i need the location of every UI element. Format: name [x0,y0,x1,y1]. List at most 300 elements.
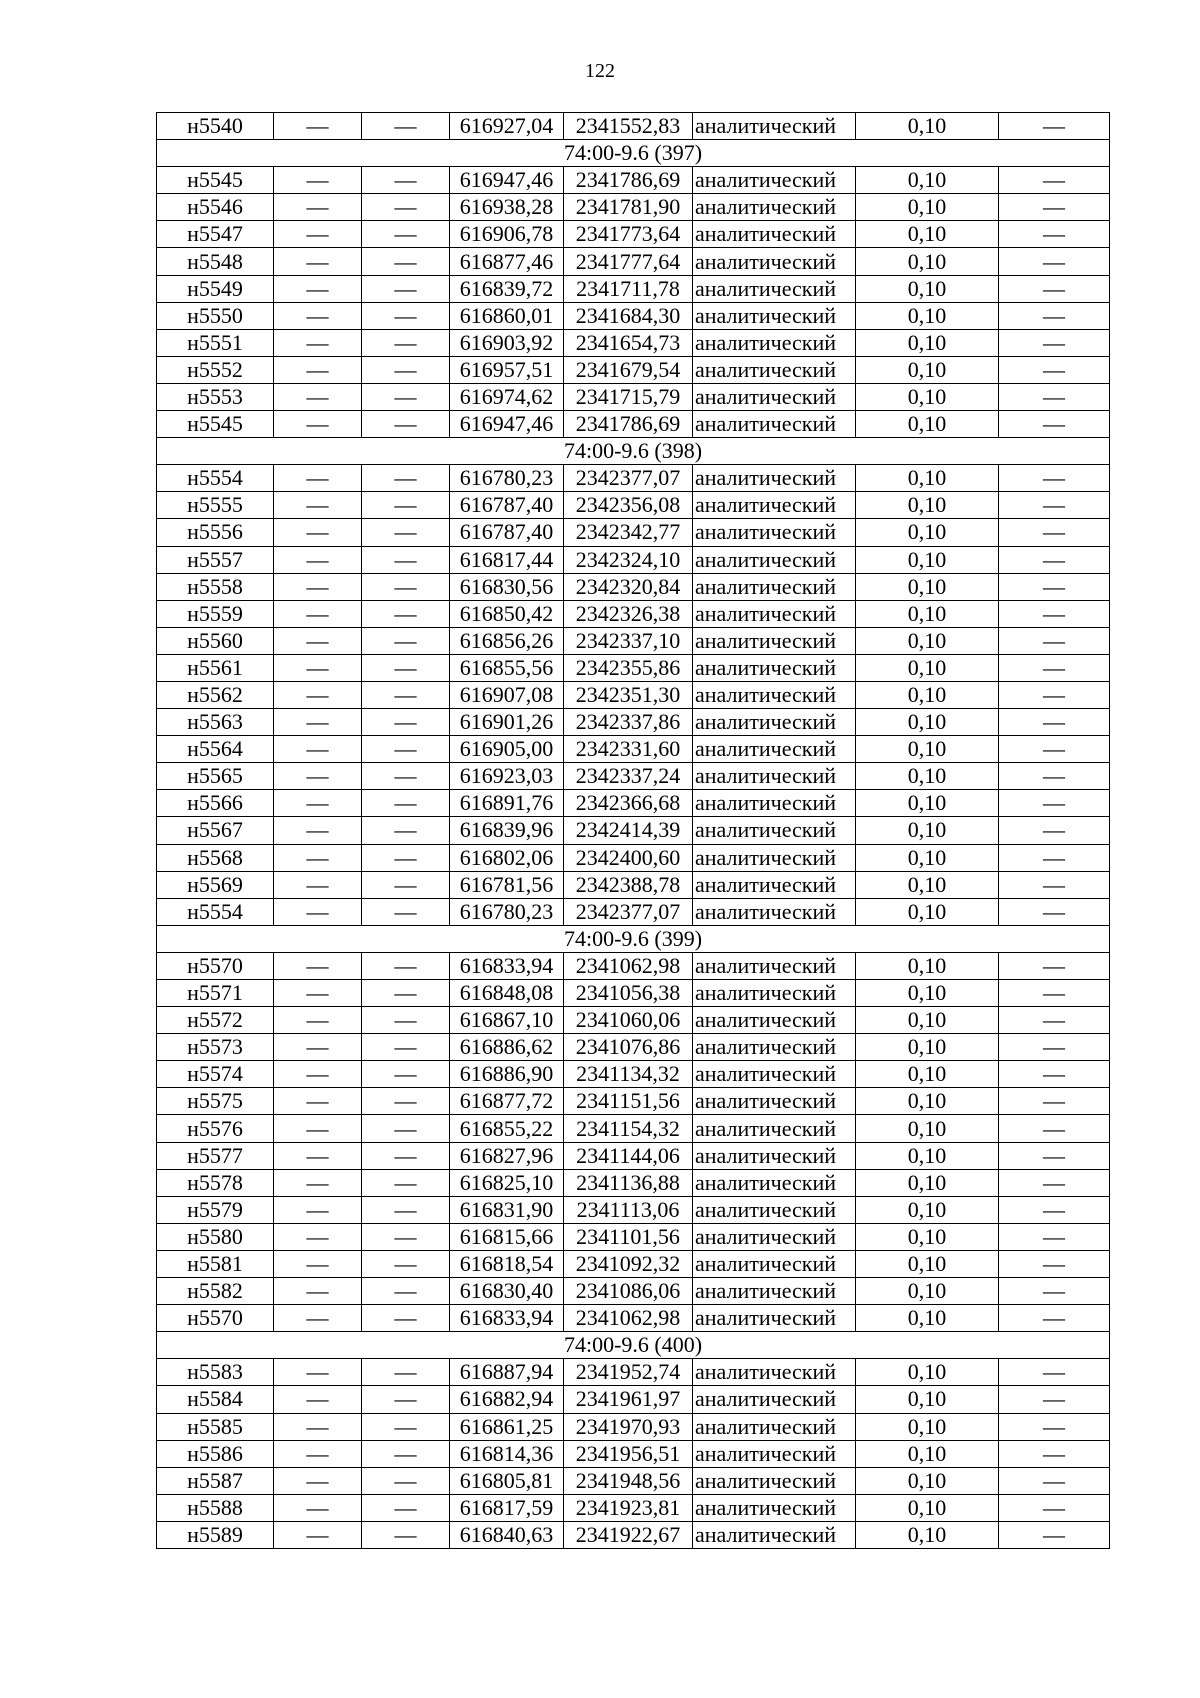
y-coordinate-cell: 2341552,83 [564,113,693,140]
method-cell: аналитический [693,736,856,763]
section-header: 74:00-9.6 (400) [157,1332,1110,1359]
dash-cell: — [362,654,450,681]
table-row [157,1494,1110,1521]
precision-cell: 0,10 [856,871,999,898]
precision-cell: 0,10 [856,1305,999,1332]
dash-cell: — [362,1088,450,1115]
method-cell: аналитический [693,573,856,600]
dash-cell: — [274,1494,362,1521]
method-cell: аналитический [693,492,856,519]
dash-cell: — [362,763,450,790]
y-coordinate-cell: 2341060,06 [564,1007,693,1034]
table-row [157,600,1110,627]
dash-cell: — [274,736,362,763]
method-cell: аналитический [693,411,856,438]
x-coordinate-cell: 616877,72 [450,1088,564,1115]
dash-cell: — [274,654,362,681]
y-coordinate-cell: 2341154,32 [564,1115,693,1142]
method-cell: аналитический [693,790,856,817]
dash-cell: — [999,1278,1110,1305]
table-row [157,411,1110,438]
dash-cell: — [274,1413,362,1440]
y-coordinate-cell: 2341151,56 [564,1088,693,1115]
x-coordinate-cell: 616861,25 [450,1413,564,1440]
dash-cell: — [999,411,1110,438]
method-cell: аналитический [693,275,856,302]
dash-cell: — [274,980,362,1007]
y-coordinate-cell: 2342337,10 [564,627,693,654]
dash-cell: — [999,221,1110,248]
precision-cell: 0,10 [856,329,999,356]
point-cell: н5540 [157,113,274,140]
table-row [157,1142,1110,1169]
x-coordinate-cell: 616907,08 [450,681,564,708]
dash-cell: — [362,871,450,898]
point-cell: н5563 [157,709,274,736]
table-row [157,302,1110,329]
method-cell: аналитический [693,248,856,275]
table-row [157,980,1110,1007]
precision-cell: 0,10 [856,1278,999,1305]
dash-cell: — [999,1223,1110,1250]
x-coordinate-cell: 616780,23 [450,465,564,492]
point-cell: н5575 [157,1088,274,1115]
dash-cell: — [999,465,1110,492]
dash-cell: — [362,1278,450,1305]
point-cell: н5567 [157,817,274,844]
dash-cell: — [999,709,1110,736]
dash-cell: — [999,275,1110,302]
dash-cell: — [999,1115,1110,1142]
precision-cell: 0,10 [856,302,999,329]
x-coordinate-cell: 616856,26 [450,627,564,654]
dash-cell: — [999,1007,1110,1034]
precision-cell: 0,10 [856,1223,999,1250]
table-row [157,546,1110,573]
dash-cell: — [999,871,1110,898]
method-cell: аналитический [693,600,856,627]
dash-cell: — [999,1196,1110,1223]
precision-cell: 0,10 [856,1088,999,1115]
dash-cell: — [274,1061,362,1088]
x-coordinate-cell: 616891,76 [450,790,564,817]
table-row [157,221,1110,248]
x-coordinate-cell: 616827,96 [450,1142,564,1169]
dash-cell: — [274,871,362,898]
dash-cell: — [999,790,1110,817]
precision-cell: 0,10 [856,411,999,438]
dash-cell: — [999,113,1110,140]
point-cell: н5545 [157,411,274,438]
dash-cell: — [274,465,362,492]
point-cell: н5546 [157,194,274,221]
table-row [157,1088,1110,1115]
dash-cell: — [999,1359,1110,1386]
y-coordinate-cell: 2342414,39 [564,817,693,844]
point-cell: н5572 [157,1007,274,1034]
x-coordinate-cell: 616830,40 [450,1278,564,1305]
table-body [157,113,1110,1549]
dash-cell: — [999,546,1110,573]
point-cell: н5589 [157,1521,274,1548]
y-coordinate-cell: 2341961,97 [564,1386,693,1413]
table-row [157,1196,1110,1223]
precision-cell: 0,10 [856,194,999,221]
dash-cell: — [274,1142,362,1169]
method-cell: аналитический [693,302,856,329]
dash-cell: — [362,1223,450,1250]
dash-cell: — [274,1250,362,1277]
precision-cell: 0,10 [856,1061,999,1088]
x-coordinate-cell: 616903,92 [450,329,564,356]
y-coordinate-cell: 2341786,69 [564,411,693,438]
dash-cell: — [274,1169,362,1196]
precision-cell: 0,10 [856,546,999,573]
dash-cell: — [362,1521,450,1548]
precision-cell: 0,10 [856,573,999,600]
precision-cell: 0,10 [856,1521,999,1548]
method-cell: аналитический [693,356,856,383]
dash-cell: — [362,275,450,302]
method-cell: аналитический [693,1278,856,1305]
y-coordinate-cell: 2342355,86 [564,654,693,681]
dash-cell: — [999,736,1110,763]
y-coordinate-cell: 2342324,10 [564,546,693,573]
dash-cell: — [999,1413,1110,1440]
dash-cell: — [362,1142,450,1169]
method-cell: аналитический [693,844,856,871]
dash-cell: — [274,1115,362,1142]
point-cell: н5562 [157,681,274,708]
dash-cell: — [274,546,362,573]
point-cell: н5573 [157,1034,274,1061]
table-row [157,654,1110,681]
dash-cell: — [999,573,1110,600]
precision-cell: 0,10 [856,980,999,1007]
dash-cell: — [362,194,450,221]
method-cell: аналитический [693,194,856,221]
point-cell: н5565 [157,763,274,790]
method-cell: аналитический [693,1169,856,1196]
dash-cell: — [999,248,1110,275]
dash-cell: — [274,817,362,844]
dash-cell: — [362,1467,450,1494]
table-row [157,356,1110,383]
y-coordinate-cell: 2341922,67 [564,1521,693,1548]
x-coordinate-cell: 616805,81 [450,1467,564,1494]
y-coordinate-cell: 2342342,77 [564,519,693,546]
point-cell: н5587 [157,1467,274,1494]
dash-cell: — [362,573,450,600]
dash-cell: — [274,492,362,519]
method-cell: аналитический [693,681,856,708]
method-cell: аналитический [693,1196,856,1223]
y-coordinate-cell: 2341654,73 [564,329,693,356]
table-row [157,1278,1110,1305]
dash-cell: — [999,1169,1110,1196]
point-cell: н5553 [157,383,274,410]
point-cell: н5571 [157,980,274,1007]
x-coordinate-cell: 616855,22 [450,1115,564,1142]
table-row [157,790,1110,817]
dash-cell: — [999,654,1110,681]
dash-cell: — [274,1521,362,1548]
point-cell: н5570 [157,952,274,979]
method-cell: аналитический [693,871,856,898]
table-row [157,1467,1110,1494]
x-coordinate-cell: 616818,54 [450,1250,564,1277]
dash-cell: — [362,113,450,140]
point-cell: н5557 [157,546,274,573]
dash-cell: — [274,1088,362,1115]
table-row [157,1115,1110,1142]
y-coordinate-cell: 2341056,38 [564,980,693,1007]
dash-cell: — [999,1061,1110,1088]
dash-cell: — [362,302,450,329]
method-cell: аналитический [693,1142,856,1169]
dash-cell: — [274,600,362,627]
x-coordinate-cell: 616905,00 [450,736,564,763]
precision-cell: 0,10 [856,1359,999,1386]
dash-cell: — [274,952,362,979]
y-coordinate-cell: 2341956,51 [564,1440,693,1467]
precision-cell: 0,10 [856,790,999,817]
point-cell: н5561 [157,654,274,681]
precision-cell: 0,10 [856,113,999,140]
precision-cell: 0,10 [856,1467,999,1494]
x-coordinate-cell: 616787,40 [450,519,564,546]
precision-cell: 0,10 [856,600,999,627]
precision-cell: 0,10 [856,1034,999,1061]
dash-cell: — [274,1278,362,1305]
precision-cell: 0,10 [856,167,999,194]
method-cell: аналитический [693,980,856,1007]
precision-cell: 0,10 [856,1115,999,1142]
section-header-row [157,438,1110,465]
table-row [157,817,1110,844]
point-cell: н5574 [157,1061,274,1088]
method-cell: аналитический [693,519,856,546]
point-cell: н5548 [157,248,274,275]
y-coordinate-cell: 2342320,84 [564,573,693,600]
precision-cell: 0,10 [856,1142,999,1169]
dash-cell: — [999,1088,1110,1115]
point-cell: н5586 [157,1440,274,1467]
point-cell: н5578 [157,1169,274,1196]
dash-cell: — [274,1440,362,1467]
method-cell: аналитический [693,113,856,140]
dash-cell: — [999,817,1110,844]
method-cell: аналитический [693,627,856,654]
table-row [157,383,1110,410]
point-cell: н5555 [157,492,274,519]
dash-cell: — [274,275,362,302]
dash-cell: — [999,898,1110,925]
method-cell: аналитический [693,1440,856,1467]
precision-cell: 0,10 [856,952,999,979]
point-cell: н5552 [157,356,274,383]
y-coordinate-cell: 2341092,32 [564,1250,693,1277]
x-coordinate-cell: 616833,94 [450,1305,564,1332]
x-coordinate-cell: 616833,94 [450,952,564,979]
precision-cell: 0,10 [856,844,999,871]
dash-cell: — [362,221,450,248]
x-coordinate-cell: 616831,90 [450,1196,564,1223]
table-row [157,709,1110,736]
dash-cell: — [274,221,362,248]
point-cell: н5558 [157,573,274,600]
point-cell: н5566 [157,790,274,817]
dash-cell: — [362,546,450,573]
precision-cell: 0,10 [856,1413,999,1440]
dash-cell: — [999,1142,1110,1169]
x-coordinate-cell: 616817,44 [450,546,564,573]
precision-cell: 0,10 [856,1169,999,1196]
table-row [157,1359,1110,1386]
y-coordinate-cell: 2341684,30 [564,302,693,329]
table-row [157,898,1110,925]
point-cell: н5556 [157,519,274,546]
dash-cell: — [274,573,362,600]
method-cell: аналитический [693,1250,856,1277]
dash-cell: — [362,1196,450,1223]
y-coordinate-cell: 2342331,60 [564,736,693,763]
method-cell: аналитический [693,1521,856,1548]
dash-cell: — [362,1007,450,1034]
y-coordinate-cell: 2341136,88 [564,1169,693,1196]
dash-cell: — [999,383,1110,410]
x-coordinate-cell: 616901,26 [450,709,564,736]
precision-cell: 0,10 [856,654,999,681]
dash-cell: — [274,302,362,329]
method-cell: аналитический [693,329,856,356]
x-coordinate-cell: 616817,59 [450,1494,564,1521]
x-coordinate-cell: 616860,01 [450,302,564,329]
x-coordinate-cell: 616887,94 [450,1359,564,1386]
dash-cell: — [274,248,362,275]
y-coordinate-cell: 2342377,07 [564,898,693,925]
y-coordinate-cell: 2342366,68 [564,790,693,817]
x-coordinate-cell: 616957,51 [450,356,564,383]
dash-cell: — [999,1386,1110,1413]
dash-cell: — [362,898,450,925]
y-coordinate-cell: 2341679,54 [564,356,693,383]
point-cell: н5551 [157,329,274,356]
dash-cell: — [274,844,362,871]
y-coordinate-cell: 2341715,79 [564,383,693,410]
method-cell: аналитический [693,1223,856,1250]
dash-cell: — [999,980,1110,1007]
x-coordinate-cell: 616830,56 [450,573,564,600]
dash-cell: — [274,1034,362,1061]
x-coordinate-cell: 616882,94 [450,1386,564,1413]
section-header-row [157,1332,1110,1359]
table-row [157,113,1110,140]
dash-cell: — [362,329,450,356]
point-cell: н5580 [157,1223,274,1250]
y-coordinate-cell: 2341970,93 [564,1413,693,1440]
y-coordinate-cell: 2341786,69 [564,167,693,194]
dash-cell: — [362,1494,450,1521]
dash-cell: — [362,681,450,708]
y-coordinate-cell: 2342326,38 [564,600,693,627]
y-coordinate-cell: 2341781,90 [564,194,693,221]
dash-cell: — [999,1521,1110,1548]
table-row [157,871,1110,898]
x-coordinate-cell: 616780,23 [450,898,564,925]
dash-cell: — [362,1359,450,1386]
table-row [157,952,1110,979]
table-row [157,763,1110,790]
point-cell: н5584 [157,1386,274,1413]
y-coordinate-cell: 2342351,30 [564,681,693,708]
method-cell: аналитический [693,654,856,681]
method-cell: аналитический [693,1494,856,1521]
dash-cell: — [999,600,1110,627]
table-row [157,573,1110,600]
dash-cell: — [362,167,450,194]
table-row [157,1034,1110,1061]
x-coordinate-cell: 616938,28 [450,194,564,221]
dash-cell: — [999,356,1110,383]
method-cell: аналитический [693,167,856,194]
dash-cell: — [274,383,362,410]
x-coordinate-cell: 616840,63 [450,1521,564,1548]
x-coordinate-cell: 616855,56 [450,654,564,681]
table-row [157,1007,1110,1034]
x-coordinate-cell: 616974,62 [450,383,564,410]
precision-cell: 0,10 [856,248,999,275]
dash-cell: — [362,465,450,492]
point-cell: н5564 [157,736,274,763]
dash-cell: — [999,519,1110,546]
y-coordinate-cell: 2341134,32 [564,1061,693,1088]
dash-cell: — [274,113,362,140]
method-cell: аналитический [693,1061,856,1088]
precision-cell: 0,10 [856,221,999,248]
y-coordinate-cell: 2341711,78 [564,275,693,302]
dash-cell: — [999,329,1110,356]
x-coordinate-cell: 616886,90 [450,1061,564,1088]
table-row [157,1250,1110,1277]
y-coordinate-cell: 2341062,98 [564,952,693,979]
point-cell: н5554 [157,898,274,925]
table-row [157,1413,1110,1440]
table-row [157,329,1110,356]
dash-cell: — [274,1223,362,1250]
dash-cell: — [274,1305,362,1332]
point-cell: н5585 [157,1413,274,1440]
dash-cell: — [999,1440,1110,1467]
table-row [157,844,1110,871]
method-cell: аналитический [693,1359,856,1386]
dash-cell: — [274,411,362,438]
y-coordinate-cell: 2341113,06 [564,1196,693,1223]
precision-cell: 0,10 [856,763,999,790]
point-cell: н5549 [157,275,274,302]
y-coordinate-cell: 2341948,56 [564,1467,693,1494]
table-row [157,1386,1110,1413]
point-cell: н5559 [157,600,274,627]
precision-cell: 0,10 [856,465,999,492]
dash-cell: — [362,600,450,627]
method-cell: аналитический [693,383,856,410]
point-cell: н5577 [157,1142,274,1169]
x-coordinate-cell: 616906,78 [450,221,564,248]
x-coordinate-cell: 616848,08 [450,980,564,1007]
point-cell: н5581 [157,1250,274,1277]
dash-cell: — [362,1061,450,1088]
